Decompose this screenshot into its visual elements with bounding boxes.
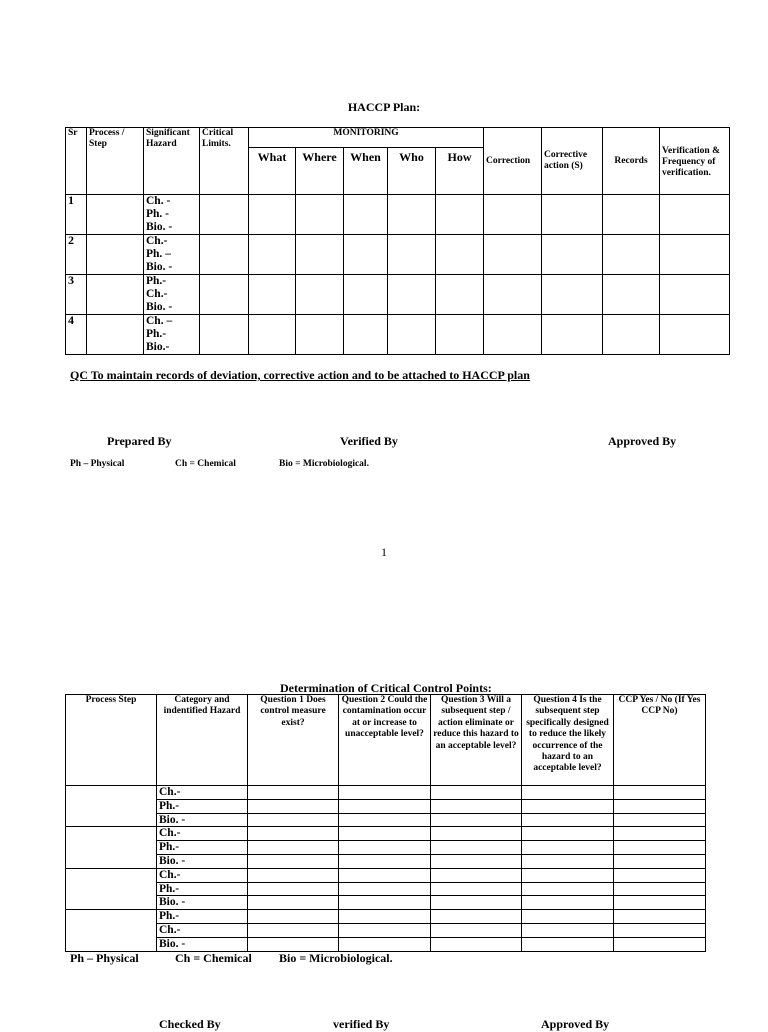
empty-cell: [388, 275, 436, 315]
empty-cell: [339, 827, 431, 841]
page1-title: HACCP Plan:: [347, 100, 421, 114]
process-step-cell: [66, 910, 157, 951]
header-records: Records: [603, 128, 660, 195]
empty-cell: [614, 896, 706, 910]
empty-cell: [522, 854, 614, 868]
qc-note: QC To maintain records of deviation, corrective action and to be attached to HACCP plan: [70, 368, 530, 382]
empty-cell: [87, 195, 144, 235]
empty-cell: [296, 235, 344, 275]
empty-cell: [296, 275, 344, 315]
empty-cell: [431, 827, 522, 841]
empty-cell: [200, 275, 249, 315]
empty-cell: [339, 786, 431, 800]
empty-cell: [660, 315, 730, 355]
header-ccp-category: Category and indentified Hazard: [157, 695, 248, 786]
header-what: What: [249, 148, 296, 195]
empty-cell: [436, 235, 484, 275]
empty-cell: [248, 896, 339, 910]
ccp-row: [66, 813, 706, 827]
haccp-row: [66, 235, 730, 275]
empty-cell: [614, 937, 706, 951]
empty-cell: [614, 799, 706, 813]
empty-cell: [248, 882, 339, 896]
header-question-4: Question 4 Is the subsequent step specifically designed to reduce the likely occurrence of the hazard to an acceptable level?: [522, 695, 614, 786]
hazard-category: Bio. -: [157, 896, 248, 910]
empty-cell: [660, 235, 730, 275]
row-hazards: [144, 195, 200, 235]
ccp-row: [66, 786, 706, 800]
ccp-row: [66, 896, 706, 910]
header-process-step: Process / Step: [87, 128, 144, 195]
empty-cell: [431, 896, 522, 910]
hazard-category: Bio. -: [157, 854, 248, 868]
hazard-line: Ch.-: [146, 235, 168, 247]
process-step-cell: [66, 868, 157, 909]
empty-cell: [660, 195, 730, 235]
empty-cell: [614, 841, 706, 855]
empty-cell: [542, 275, 603, 315]
empty-cell: [344, 195, 388, 235]
empty-cell: [484, 195, 542, 235]
empty-cell: [431, 882, 522, 896]
header-how: How: [436, 148, 484, 195]
legend2-physical: Ph – Physical: [70, 951, 139, 965]
empty-cell: [87, 275, 144, 315]
empty-cell: [431, 786, 522, 800]
empty-cell: [296, 195, 344, 235]
empty-cell: [522, 923, 614, 937]
page2-title: Determination of Critical Control Points:: [280, 681, 492, 695]
hazard-line: Ch.-: [146, 288, 168, 300]
empty-cell: [522, 813, 614, 827]
empty-cell: [248, 786, 339, 800]
empty-cell: [339, 896, 431, 910]
hazard-line: Ph. -: [146, 208, 169, 220]
empty-cell: [542, 235, 603, 275]
verified-by-label: Verified By: [340, 434, 398, 448]
ccp-determination-table: [65, 694, 706, 952]
ccp-row: [66, 937, 706, 951]
header-correction: Correction: [484, 128, 542, 195]
empty-cell: [603, 275, 660, 315]
empty-cell: [603, 195, 660, 235]
legend-chemical: Ch = Chemical: [175, 459, 236, 469]
empty-cell: [431, 854, 522, 868]
header-when: When: [344, 148, 388, 195]
ccp-row: [66, 841, 706, 855]
empty-cell: [339, 868, 431, 882]
hazard-category: Ph.-: [157, 841, 248, 855]
haccp-row: [66, 315, 730, 355]
ccp-row: [66, 910, 706, 924]
header-significant-hazard: Significant Hazard: [144, 128, 200, 195]
empty-cell: [87, 235, 144, 275]
empty-cell: [436, 195, 484, 235]
hazard-line: Ch. -: [146, 195, 171, 207]
hazard-line: Ph. –: [146, 248, 171, 260]
empty-cell: [339, 882, 431, 896]
empty-cell: [660, 275, 730, 315]
hazard-category: Ch.-: [157, 868, 248, 882]
empty-cell: [522, 868, 614, 882]
empty-cell: [484, 315, 542, 355]
empty-cell: [614, 813, 706, 827]
empty-cell: [296, 315, 344, 355]
empty-cell: [431, 841, 522, 855]
empty-cell: [614, 882, 706, 896]
empty-cell: [431, 813, 522, 827]
ccp-row: [66, 923, 706, 937]
hazard-category: Ch.-: [157, 827, 248, 841]
prepared-by-label: Prepared By: [107, 434, 172, 448]
row-sr: 2: [66, 235, 87, 275]
empty-cell: [542, 315, 603, 355]
empty-cell: [522, 937, 614, 951]
checked-by-label: Checked By: [159, 1017, 221, 1031]
header-ccp: CCP Yes / No (If Yes CCP No): [614, 695, 706, 786]
hazard-category: Ch.-: [157, 786, 248, 800]
empty-cell: [522, 841, 614, 855]
hazard-line: Ch. –: [146, 315, 173, 327]
header-monitoring: MONITORING: [249, 128, 484, 148]
hazard-category: Ch.-: [157, 923, 248, 937]
header-where: Where: [296, 148, 344, 195]
empty-cell: [603, 235, 660, 275]
empty-cell: [344, 235, 388, 275]
ccp-row: [66, 799, 706, 813]
empty-cell: [522, 910, 614, 924]
empty-cell: [248, 937, 339, 951]
page-number: 1: [381, 545, 387, 559]
empty-cell: [339, 813, 431, 827]
ccp-row: [66, 868, 706, 882]
header-question-2: Question 2 Could the contamination occur at or increase to unacceptable level?: [339, 695, 431, 786]
empty-cell: [87, 315, 144, 355]
empty-cell: [248, 854, 339, 868]
empty-cell: [614, 868, 706, 882]
empty-cell: [431, 799, 522, 813]
empty-cell: [614, 910, 706, 924]
hazard-line: Bio. -: [146, 261, 173, 273]
row-sr: 1: [66, 195, 87, 235]
empty-cell: [339, 854, 431, 868]
empty-cell: [248, 923, 339, 937]
empty-cell: [249, 195, 296, 235]
hazard-category: Ph.-: [157, 882, 248, 896]
empty-cell: [344, 275, 388, 315]
approved-by-label-2: Approved By: [541, 1017, 610, 1031]
haccp-row: [66, 195, 730, 235]
empty-cell: [603, 315, 660, 355]
empty-cell: [436, 315, 484, 355]
empty-cell: [431, 910, 522, 924]
header-verification: Verification & Frequency of verification.: [660, 128, 730, 195]
header-question-1: Question 1 Does control measure exist?: [248, 695, 339, 786]
process-step-cell: [66, 786, 157, 827]
header-ccp-process-step: Process Step: [66, 695, 157, 786]
empty-cell: [200, 235, 249, 275]
empty-cell: [388, 195, 436, 235]
empty-cell: [249, 235, 296, 275]
hazard-line: Bio. -: [146, 301, 173, 313]
row-sr: 3: [66, 275, 87, 315]
empty-cell: [484, 275, 542, 315]
empty-cell: [542, 195, 603, 235]
empty-cell: [248, 868, 339, 882]
empty-cell: [339, 841, 431, 855]
empty-cell: [614, 854, 706, 868]
header-critical-limits: Critical Limits.: [200, 128, 249, 195]
hazard-category: Bio. -: [157, 937, 248, 951]
empty-cell: [431, 868, 522, 882]
empty-cell: [339, 799, 431, 813]
empty-cell: [339, 937, 431, 951]
empty-cell: [522, 786, 614, 800]
empty-cell: [344, 315, 388, 355]
empty-cell: [248, 910, 339, 924]
legend-physical: Ph – Physical: [70, 459, 125, 469]
row-hazards: [144, 315, 200, 355]
verified-by-label-2: verified By: [333, 1017, 390, 1031]
empty-cell: [200, 315, 249, 355]
header-corrective-action: Corrective action (S): [542, 128, 603, 195]
empty-cell: [248, 813, 339, 827]
empty-cell: [522, 896, 614, 910]
hazard-line: Ph.-: [146, 328, 167, 340]
empty-cell: [249, 275, 296, 315]
hazard-category: Bio. -: [157, 813, 248, 827]
empty-cell: [484, 235, 542, 275]
approved-by-label: Approved By: [608, 434, 677, 448]
ccp-row: [66, 827, 706, 841]
empty-cell: [614, 786, 706, 800]
haccp-plan-table: [65, 127, 730, 355]
ccp-row: [66, 854, 706, 868]
empty-cell: [522, 882, 614, 896]
process-step-cell: [66, 827, 157, 868]
legend-microbiological: Bio = Microbiological.: [279, 459, 369, 469]
empty-cell: [522, 799, 614, 813]
empty-cell: [436, 275, 484, 315]
empty-cell: [431, 937, 522, 951]
row-sr: 4: [66, 315, 87, 355]
empty-cell: [522, 827, 614, 841]
hazard-line: Bio.-: [146, 341, 170, 353]
empty-cell: [339, 923, 431, 937]
header-question-3: Question 3 Will a subsequent step / action eliminate or reduce this hazard to an acceptable level?: [431, 695, 522, 786]
empty-cell: [431, 923, 522, 937]
empty-cell: [388, 315, 436, 355]
legend2-microbiological: Bio = Microbiological.: [279, 951, 393, 965]
empty-cell: [248, 841, 339, 855]
empty-cell: [248, 799, 339, 813]
empty-cell: [248, 827, 339, 841]
row-hazards: [144, 275, 200, 315]
row-hazards: [144, 235, 200, 275]
hazard-category: Ph.-: [157, 799, 248, 813]
hazard-category: Ph.-: [157, 910, 248, 924]
empty-cell: [339, 910, 431, 924]
empty-cell: [249, 315, 296, 355]
empty-cell: [200, 195, 249, 235]
header-sr: Sr: [66, 128, 87, 195]
empty-cell: [614, 923, 706, 937]
legend2-chemical: Ch = Chemical: [175, 951, 252, 965]
ccp-row: [66, 882, 706, 896]
hazard-line: Ph.-: [146, 275, 167, 287]
empty-cell: [388, 235, 436, 275]
empty-cell: [614, 827, 706, 841]
header-who: Who: [388, 148, 436, 195]
haccp-row: [66, 275, 730, 315]
hazard-line: Bio. -: [146, 221, 173, 233]
